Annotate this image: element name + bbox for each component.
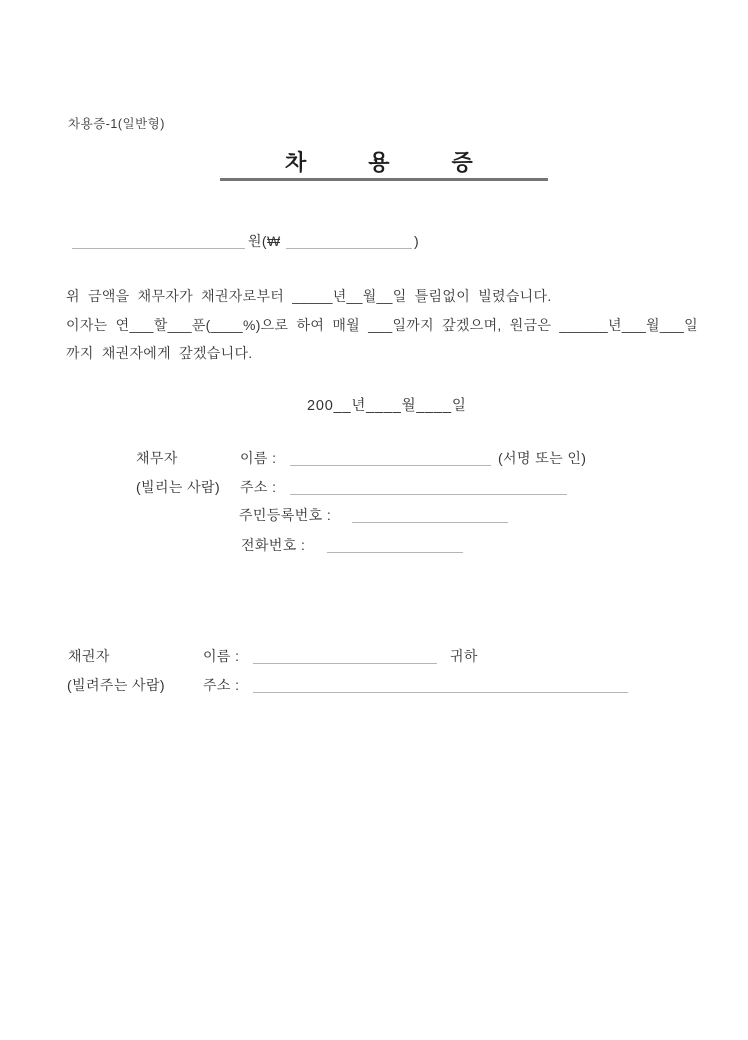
body-line-2: 이자는 연___할___푼(____%)으로 하여 매월 ___일까지 갚겠으며, 원금은 ______년___월___일 bbox=[66, 316, 698, 333]
debtor-name-suffix: (서명 또는 인) bbox=[498, 450, 587, 466]
creditor-role-label: 채권자 bbox=[68, 648, 110, 664]
body-line-3: 까지 채권자에게 갚겠습니다. bbox=[66, 345, 253, 362]
creditor-address-blank-line bbox=[253, 677, 628, 693]
debtor-name-blank-line bbox=[290, 450, 491, 466]
body-paragraph bbox=[66, 282, 710, 368]
debtor-role-label: 채무자 bbox=[136, 450, 178, 466]
amount-currency-label: 원(₩ bbox=[248, 233, 281, 249]
debtor-phone-blank-line bbox=[327, 537, 463, 553]
date-line: 200__년____월____일 bbox=[307, 398, 467, 414]
debtor-address-blank-line bbox=[290, 479, 567, 495]
title-char-1: 차 bbox=[285, 150, 307, 175]
amount-text-blank-line bbox=[72, 233, 245, 249]
debtor-name-label: 이름 : bbox=[240, 450, 277, 466]
creditor-address-label: 주소 : bbox=[203, 677, 240, 693]
creditor-role-sublabel: (빌려주는 사람) bbox=[67, 677, 165, 693]
creditor-name-label: 이름 : bbox=[203, 648, 240, 664]
title-char-3: 증 bbox=[451, 150, 473, 175]
debtor-phone-label: 전화번호 : bbox=[241, 537, 306, 553]
debtor-address-label: 주소 : bbox=[240, 479, 277, 495]
document-title bbox=[285, 150, 473, 175]
amount-close-paren: ) bbox=[414, 233, 420, 249]
body-line-1: 위 금액을 채무자가 채권자로부터 _____년__월__일 틀림없이 빌렸습니다. bbox=[66, 288, 552, 304]
creditor-name-suffix: 귀하 bbox=[450, 648, 478, 664]
creditor-name-blank-line bbox=[253, 648, 437, 664]
title-underline-rule bbox=[220, 178, 548, 181]
debtor-resident-id-label: 주민등록번호 : bbox=[239, 507, 332, 523]
debtor-resident-id-blank-line bbox=[352, 507, 508, 523]
title-char-2: 용 bbox=[368, 150, 390, 175]
amount-numeric-blank-line bbox=[286, 233, 412, 249]
form-code-label: 차용증-1(일반형) bbox=[68, 117, 165, 131]
debtor-role-sublabel: (빌리는 사람) bbox=[136, 479, 221, 495]
